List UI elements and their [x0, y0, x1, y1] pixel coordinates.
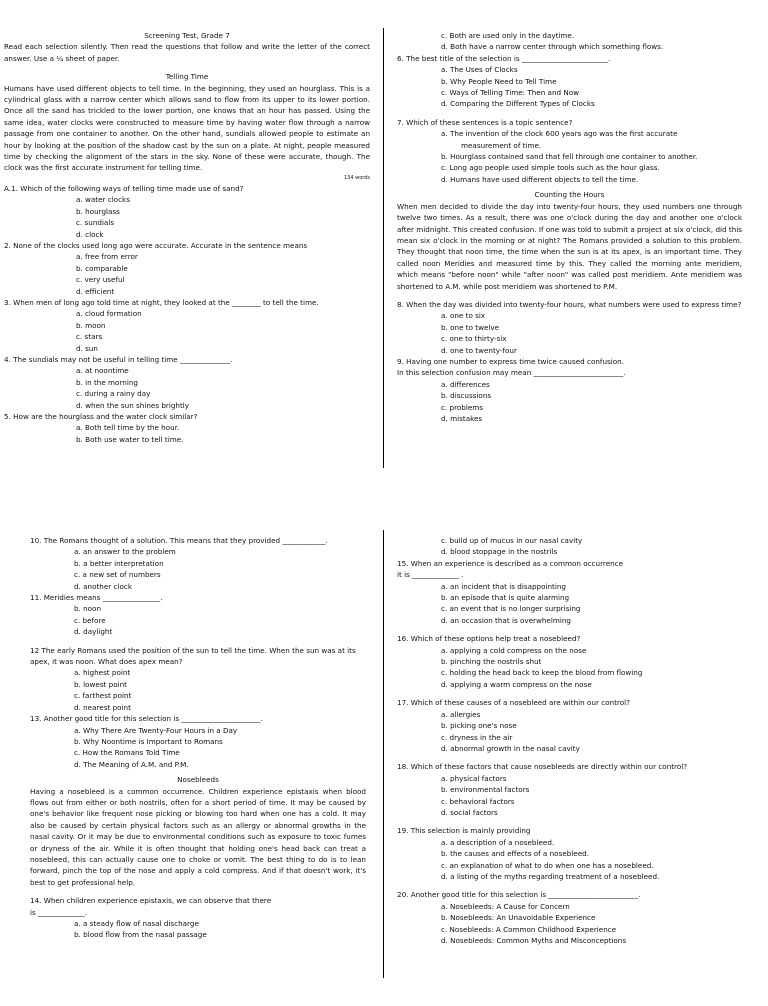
option: a. highest point [74, 668, 131, 678]
option: b. environmental factors [441, 785, 530, 795]
option: c. build up of mucus in our nasal cavity [441, 536, 583, 545]
option: c. one to thirty-six [441, 334, 507, 344]
option: d. efficient [76, 286, 115, 296]
option: c. sundials [76, 218, 115, 228]
option: b. blood flow from the nasal passage [74, 930, 207, 940]
question-text: 5. How are the hourglass and the water clock similar? [4, 412, 198, 421]
column-top-right [397, 30, 742, 424]
question-text: 12 The early Romans used the position of the sun to tell the time. When the sun was at its apex, it was noon. What does apex mean? [30, 645, 356, 667]
option: d. when the sun shines brightly [76, 400, 190, 410]
column-top-left [4, 30, 370, 445]
option: a. The invention of the clock 600 years ago was the first accurate [441, 129, 678, 139]
option: a. an incident that is disappointing [441, 581, 566, 591]
question-18 [397, 761, 742, 818]
option: c. during a rainy day [76, 389, 151, 399]
column-bottom-left [30, 535, 366, 941]
question-text: A.1. Which of the following ways of telling time made use of sand? [4, 183, 244, 193]
option: c. Ways of Telling Time: Then and Now [441, 88, 580, 98]
option: c. dryness in the air [441, 732, 513, 742]
selection-1-text: Humans have used different objects to tell time. In the beginning, they used an hourglass. This is a cylindrical glass with a narrow center which allows sand to flow from its upper to its lower portion. Once all the sand has trickled to the lower portion, one knows that an hour has passed. Using the same idea, water clocks were constructed to measure time by having water flow through a narrow passage from one container to another. On the other hand, sundials allowed people to estimate an hour by looking at the position of the shadow cast by the sun on a plate. At night, people measured time by checking the alignment of the stars in the sky. None of these were accurate, though. The clock was the first accurate instrument for telling time. [4, 83, 370, 173]
option: c. holding the head back to keep the blood from flowing [441, 668, 643, 678]
option: c. an explanation of what to do when one has a nosebleed. [441, 860, 654, 870]
selection-3-title: Nosebleeds [177, 775, 219, 785]
option: d. Comparing the Different Types of Clocks [441, 99, 595, 109]
option: b. in the morning [76, 377, 138, 387]
option: b. Nosebleeds: An Unavoidable Experience [441, 913, 596, 923]
option: a. free from error [76, 252, 138, 262]
question-8 [397, 299, 742, 356]
option: a. at noontime [76, 366, 129, 376]
option: a. one to six [441, 311, 486, 321]
question-text: 4. The sundials may not be useful in telling time ______________. [4, 354, 233, 364]
option: d. one to twenty-four [441, 345, 517, 355]
question-14 [30, 895, 366, 941]
question-19 [397, 825, 742, 882]
question-text: 8. When the day was divided into twenty-four hours, what numbers were used to express time? [397, 299, 742, 309]
option: b. an episode that is quite alarming [441, 593, 570, 603]
question-4 [4, 354, 370, 411]
option: b. pinching the nostrils shut [441, 657, 542, 667]
option: b. a better interpretation [74, 558, 164, 568]
option: b. Why Noontime is Important to Romans [74, 736, 223, 746]
question-text: it is _____________ . [397, 570, 464, 580]
option: d. nearest point [74, 702, 131, 712]
selection-1-title: Telling Time [165, 72, 209, 82]
option: d. another clock [74, 581, 132, 591]
question-text: 6. The best title of the selection is ________________________. [397, 53, 611, 63]
question-text: 14. When children experience epistaxis, we can observe that there [30, 896, 272, 906]
question-20 [397, 889, 742, 946]
option: b. comparable [76, 263, 128, 273]
question-text: 19. This selection is mainly providing [397, 826, 531, 836]
option: c. before [74, 615, 106, 625]
option: a. The Uses of Clocks [441, 65, 518, 75]
option: b. hourglass [76, 206, 120, 216]
option: c. a new set of numbers [74, 570, 161, 580]
option: c. Both are used only in the daytime. [441, 31, 575, 40]
option: d. social factors [441, 807, 498, 817]
question-text: 16. Which of these options help treat a nosebleed? [397, 634, 581, 644]
option: c. behavioral factors [441, 796, 515, 806]
question-11 [30, 592, 366, 638]
question-text: 11. Meridies means ________________. [30, 593, 163, 603]
question-3 [4, 297, 370, 354]
option: b. lowest point [74, 679, 128, 689]
option: b. picking one's nose [441, 721, 517, 731]
selection-2-text: When men decided to divide the day into twenty-four hours, they used numbers one through twelve two times. As a result, there was one o'clock during the day and another one o'clock after midnight. This created confusion. If one was told to submit a project at six o'clock, did this mean six o'clock in the morning or at night? The Romans provided a solution to this problem. They thought that noon time, the time when the sun is at its apex, is an important time. They called noon Meridies and measured time by this. They called the morning ante meridiem, which means "before noon" while "after noon" was called post meridiem. Ante meridiem was shortened to A.M. while post meridiem was shortened to P.M. [397, 201, 742, 291]
question-text: 10. The Romans thought of a solution. This means that they provided ____________. [30, 536, 328, 545]
option: d. applying a warm compress on the nose [441, 679, 592, 689]
option: a. Both tell time by the hour. [76, 423, 180, 433]
option: b. discussions [441, 391, 492, 401]
question-6 [397, 53, 742, 110]
test-title: Screening Test, Grade 7 [144, 31, 230, 40]
question-text: 13. Another good title for this selection is ______________________. [30, 714, 263, 724]
option: d. Humans have used different objects to tell the time. [441, 174, 639, 184]
option: d. daylight [74, 627, 113, 637]
question-13 [30, 713, 366, 770]
option: a. applying a cold compress on the nose [441, 645, 587, 655]
option: c. problems [441, 402, 484, 412]
question-15 [397, 558, 742, 626]
question-text: 7. Which of these sentences is a topic sentence? [397, 117, 573, 127]
question-text: 3. When men of long ago told time at night, they looked at the ________ to tell the time. [4, 297, 319, 307]
question-text: is _____________. [30, 907, 88, 917]
word-count: 134 words [343, 174, 370, 181]
question-17 [397, 697, 742, 754]
option: d. clock [76, 229, 104, 239]
question-9 [397, 356, 742, 424]
option: b. one to twelve [441, 322, 500, 332]
option: c. farthest point [74, 691, 132, 701]
option: c. an event that is no longer surprising [441, 604, 581, 614]
option: a. cloud formation [76, 309, 142, 319]
option: d. blood stoppage in the nostrils [441, 547, 558, 557]
question-text: 17. Which of these causes of a nosebleed are within our control? [397, 698, 630, 708]
option-continuation: measurement of time. [461, 140, 542, 150]
option: d. sun [76, 343, 98, 353]
option: b. Why People Need to Tell Time [441, 76, 557, 86]
option: a. a steady flow of nasal discharge [74, 919, 199, 928]
column-bottom-right [397, 535, 742, 946]
question-text: 20. Another good title for this selection is _________________________. [397, 890, 641, 900]
option: d. The Meaning of A.M. and P.M. [74, 759, 189, 769]
selection-3-text: Having a nosebleed is a common occurrence. Children experience epistaxis when blood flows out from either or both nostrils, often for a short period of time. It may be caused by one's behavior like frequent nose picking or blowing too hard when one has a cold. It may also be caused by certain physical factors such as an allergy or abnormal growths in the nasal cavity. Or it may be due to environmental conditions such as exposure to toxic fumes or dryness of the air. While it is often thought that holding one's head back can treat a nosebleed, this can actually cause one to choke or vomit. The best thing to do is to lean forward, pinch the top of the nose and apply a cold compress. And if that doesn't work, it's best to get professional help. [30, 786, 366, 887]
question-text: 9. Having one number to express time twice caused confusion. [397, 356, 624, 366]
question-2 [4, 240, 370, 297]
option: b. Both use water to tell time. [76, 434, 184, 444]
column-divider-bottom [383, 530, 384, 978]
question-16 [397, 633, 742, 690]
option: d. Both have a narrow center through which something flows. [441, 42, 664, 52]
option: a. physical factors [441, 773, 507, 783]
selection-2-title: Counting the Hours [534, 190, 605, 200]
option: a. allergies [441, 709, 481, 719]
option: a. Nosebleeds: A Cause for Concern [441, 901, 570, 911]
question-10 [30, 535, 366, 592]
question-1 [4, 183, 370, 240]
option: a. water clocks [76, 195, 130, 205]
option: d. mistakes [441, 414, 483, 423]
option: d. an occasion that is overwhelming [441, 615, 571, 625]
option: b. Hourglass contained sand that fell through one container to another. [441, 152, 698, 162]
option: a. a description of a nosebleed. [441, 837, 555, 847]
option: a. an answer to the problem [74, 547, 176, 557]
question-text: 15. When an experience is described as a common occurrence [397, 558, 624, 568]
option: b. moon [76, 320, 106, 330]
option: d. abnormal growth in the nasal cavity [441, 743, 580, 753]
question-text: 2. None of the clocks used long ago were accurate. Accurate in the sentence means [4, 240, 308, 250]
question-text: 18. Which of these factors that cause nosebleeds are directly within our control? [397, 762, 688, 772]
question-7 [397, 117, 742, 185]
question-5 [4, 411, 370, 445]
option: a. differences [441, 379, 490, 389]
option: a. Why There Are Twenty-Four Hours in a Day [74, 725, 238, 735]
option: b. the causes and effects of a nosebleed. [441, 849, 589, 859]
option: c. How the Romans Told Time [74, 748, 180, 758]
option: b. noon [74, 604, 102, 614]
column-divider-top [383, 28, 384, 468]
option: c. Nosebleeds: A Common Childhood Experience [441, 924, 617, 934]
option: d. Nosebleeds: Common Myths and Misconceptions [441, 936, 627, 945]
question-text: In this selection confusion may mean _________________________. [397, 368, 626, 378]
option: c. stars [76, 332, 103, 342]
option: d. a listing of the myths regarding treatment of a nosebleed. [441, 871, 660, 881]
option: c. very useful [76, 275, 125, 285]
question-12 [30, 645, 366, 713]
option: c. Long ago people used simple tools such as the hour glass. [441, 163, 660, 173]
instructions: Read each selection silently. Then read the questions that follow and write the letter of the correct answer. Use a ¼ sheet of paper. [4, 42, 370, 63]
